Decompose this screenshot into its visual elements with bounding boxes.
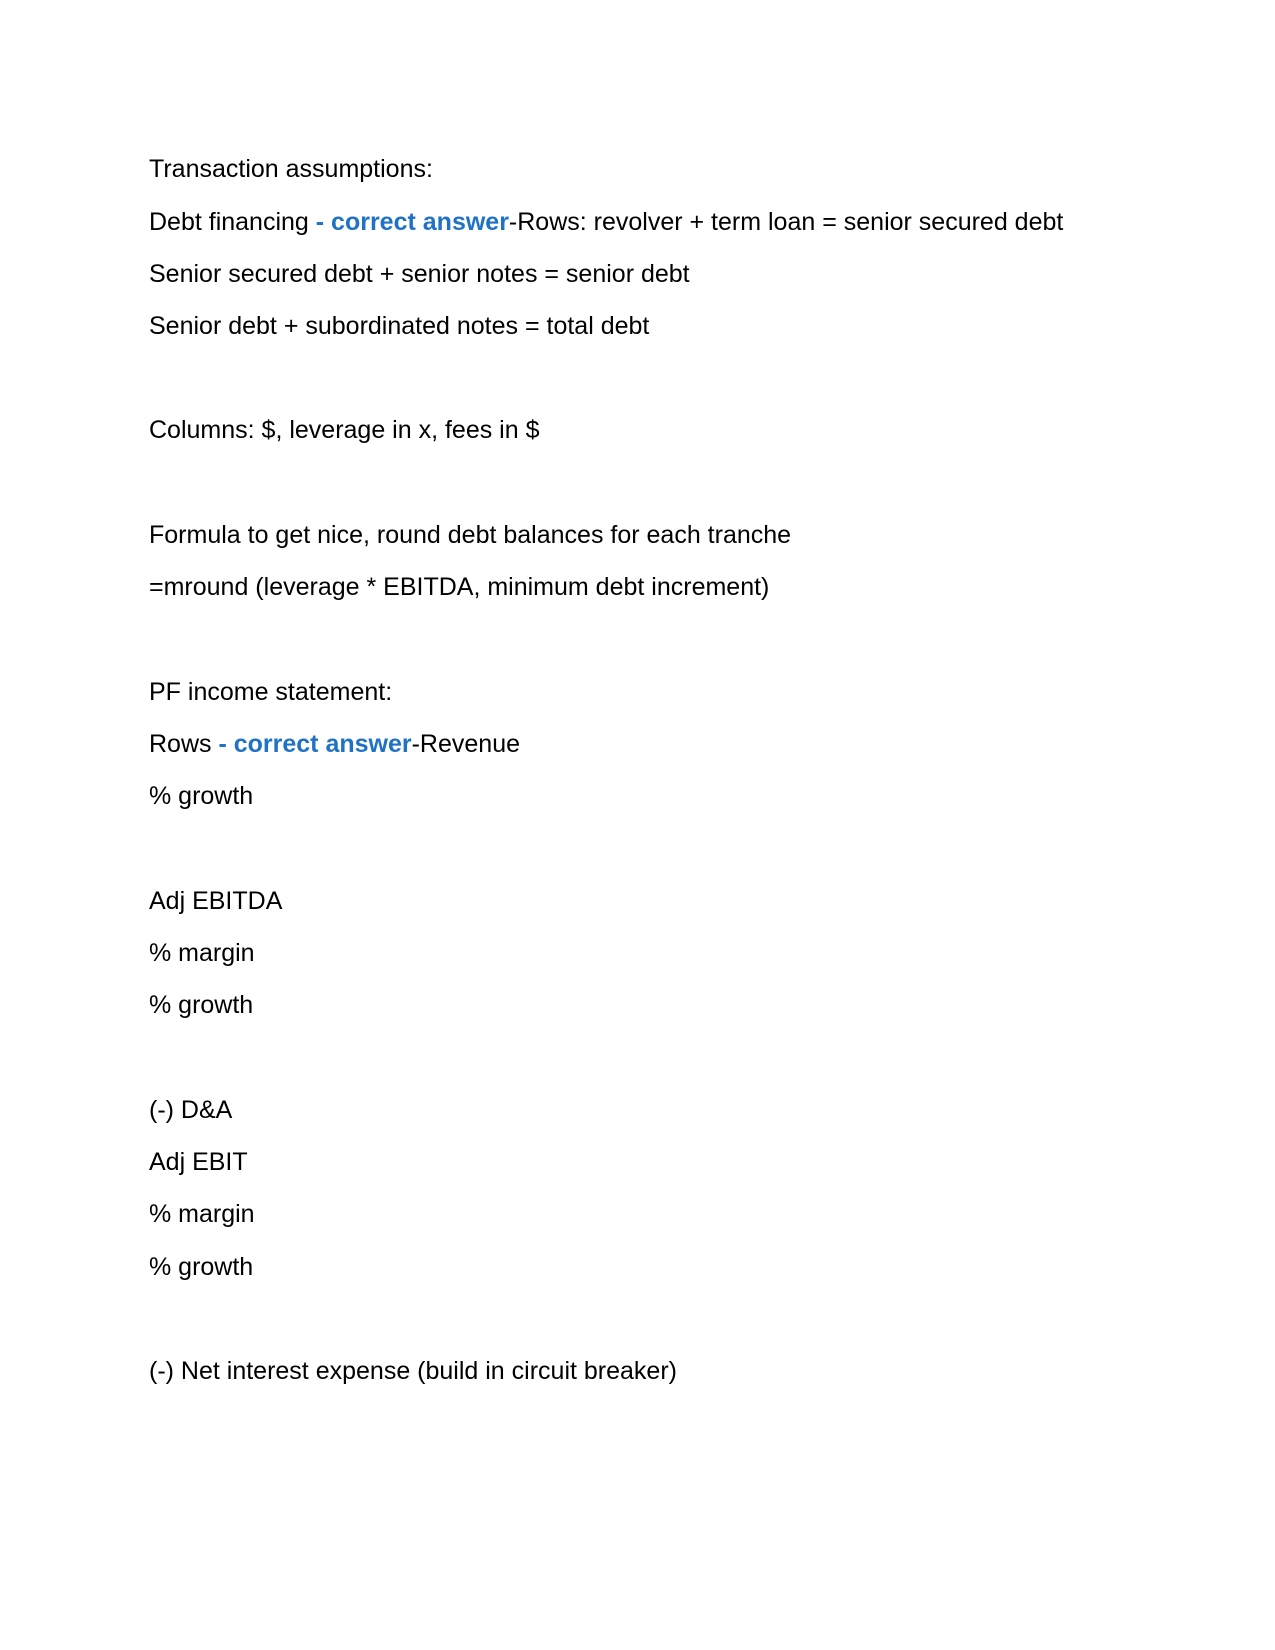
correct-answer-marker: - correct answer — [315, 208, 509, 236]
formula-description-line: Formula to get nice, round debt balances for each tranche — [149, 521, 792, 549]
rows-line — [149, 729, 520, 759]
debt-financing-label: Debt financing — [149, 208, 316, 236]
rows-answer: -Revenue — [411, 730, 521, 758]
section-heading-transaction-assumptions: Transaction assumptions: — [149, 155, 433, 183]
section-heading-pf-income-statement: PF income statement: — [149, 678, 393, 706]
ebitda-margin-line: % margin — [149, 939, 255, 967]
adj-ebitda-line: Adj EBITDA — [149, 887, 283, 915]
total-debt-line: Senior debt + subordinated notes = total debt — [149, 312, 650, 340]
columns-line: Columns: $, leverage in x, fees in $ — [149, 416, 540, 444]
formula-line: =mround (leverage * EBITDA, minimum debt increment) — [149, 573, 770, 601]
net-interest-expense-line: (-) Net interest expense (build in circuit breaker) — [149, 1357, 677, 1385]
senior-debt-line: Senior secured debt + senior notes = senior debt — [149, 260, 690, 288]
ebit-growth-line: % growth — [149, 1253, 254, 1281]
debt-financing-answer: -Rows: revolver + term loan = senior secured debt — [508, 208, 1064, 236]
rows-label: Rows — [149, 730, 219, 758]
d-and-a-line: (-) D&A — [149, 1096, 233, 1124]
adj-ebit-line: Adj EBIT — [149, 1148, 248, 1176]
correct-answer-marker: - correct answer — [218, 730, 412, 758]
revenue-growth-line: % growth — [149, 782, 254, 810]
ebit-margin-line: % margin — [149, 1200, 255, 1228]
debt-financing-line — [149, 207, 1063, 237]
ebitda-growth-line: % growth — [149, 991, 254, 1019]
